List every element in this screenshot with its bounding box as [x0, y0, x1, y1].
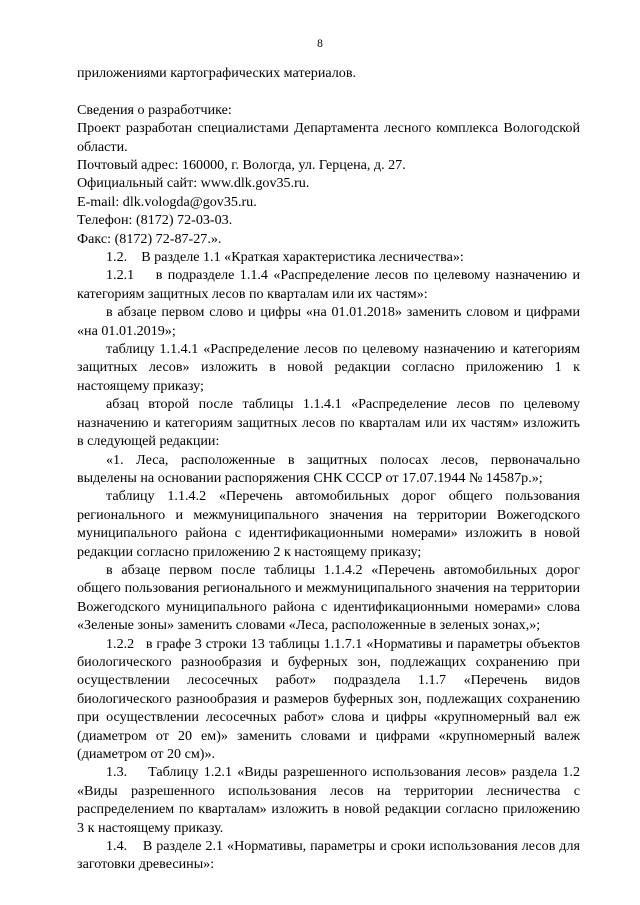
developer-fax: Факс: (8172) 72-87-27.».: [77, 230, 222, 247]
developer-website: Официальный сайт: www.dlk.gov35.ru.: [77, 175, 310, 192]
developer-address: Почтовый адрес: 160000, г. Вологда, ул. Герцена, д. 27.: [77, 157, 406, 174]
section-1-4: 1.4. В разделе 2.1 «Нормативы, параметры и сроки использования лесов для заготовки древесины»:: [77, 838, 580, 873]
section-1-3: 1.3. Таблицу 1.2.1 «Виды разрешенного использования лесов» раздела 1.2 «Виды разрешенного использования лесов на территории лесничества с распределением по кварталам» изложить в новой редакции согласно приложению 3 к настоящему приказу.: [77, 764, 580, 836]
paragraph-table-1-1-4-2: таблицу 1.1.4.2 «Перечень автомобильных дорог общего пользования регионального и межмуниципального значения на территории Вожегодского муниципального района с идентификационными номерами» изложить в новой редакции согласно приложению 2 к настоящему приказу;: [77, 488, 580, 560]
continuation-line: приложениями картографических материалов.: [77, 65, 357, 81]
developer-project: Проект разработан специалистами Департамента лесного комплекса Вологодской области.: [77, 120, 580, 155]
developer-phone: Телефон: (8172) 72-03-03.: [77, 212, 233, 229]
section-1-2-1: 1.2.1 в подразделе 1.1.4 «Распределение лесов по целевому назначению и категориям защитных лесов по кварталам или их частям»:: [77, 267, 580, 302]
document-body: [77, 64, 580, 874]
section-1-2: 1.2. В разделе 1.1 «Краткая характеристика лесничества»:: [106, 249, 464, 266]
paragraph-first-abzac: в абзаце первом слово и цифры «на 01.01.2018» заменить словом и цифрами «на 01.01.2019»;: [77, 304, 580, 339]
paragraph-table-1-1-4-1: таблицу 1.1.4.1 «Распределение лесов по целевому назначению и категориям защитных лесов» изложить в новой редакции согласно приложению 1 к настоящему приказу;: [77, 341, 580, 394]
developer-heading: Сведения о разработчике:: [77, 101, 232, 118]
paragraph-quote-1: «1. Леса, расположенные в защитных полосах лесов, первоначально выделены на основании распоряжения СНК СССР от 17.07.1944 № 14587р.»;: [77, 451, 580, 486]
paragraph-green-zones: в абзаце первом после таблицы 1.1.4.2 «Перечень автомобильных дорог общего пользования регионального и межмуниципального значения на территории Вожегодского муниципального района с идентификационными номерами» слова «Зеленые зоны» заменить словами «Леса, расположенные в зеленых зонах,»;: [77, 561, 580, 634]
blank-line: [77, 82, 580, 100]
developer-email: E-mail: dlk.vologda@gov35.ru.: [77, 193, 257, 210]
section-1-2-2: 1.2.2 в графе 3 строки 13 таблицы 1.1.7.1 «Нормативы и параметры объектов биологического разнообразия и буферных зон, подлежащих сохранению при осуществлении лесосечных работ» подраздела 1.1.7 «Перечень видов биологического разнообразия и размеров буферных зон, подлежащих сохранению при осуществлении лесосечных работ» слова и цифры «крупномерный вал еж (диаметром от 20 ем)» заменить словами и цифрами «крупномерный валеж (диаметром от 20 см)».: [77, 635, 580, 763]
paragraph-abzac-second: абзац второй после таблицы 1.1.4.1 «Распределение лесов по целевому назначению и категориям защитных лесов по кварталам или их частям» изложить в следующей редакции:: [77, 396, 580, 450]
page-number: 8: [317, 38, 323, 50]
